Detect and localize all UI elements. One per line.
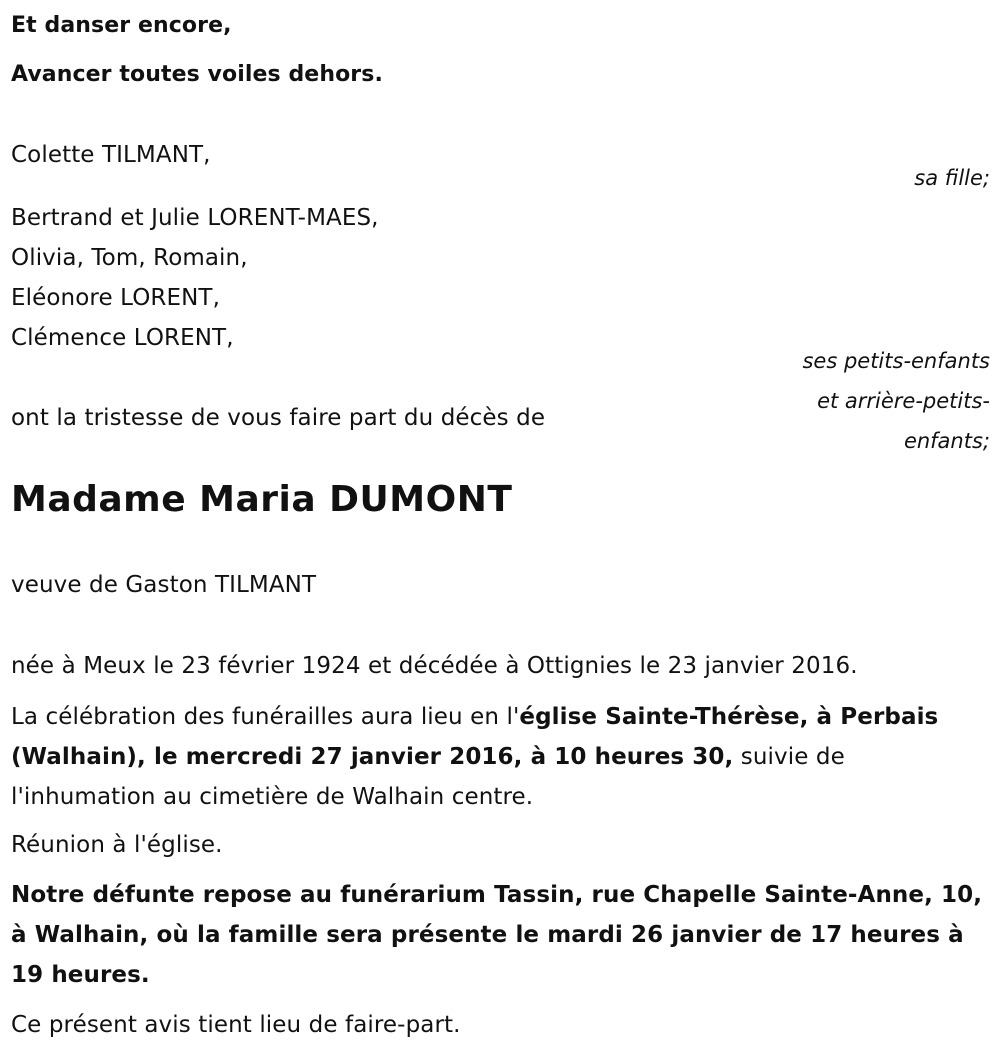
visitation-paragraph: Notre défunte repose au funérarium Tassin, rue Chapelle Sainte-Anne, 10, à Walhain, où la famille sera présente le mardi 26 janvier de 17 heures à 19 heures. [11, 882, 983, 988]
grandchildren-role-line-1: ses petits-enfants [802, 349, 990, 373]
deceased-name: Madame Maria DUMONT [11, 479, 513, 520]
verse-line-1: Et danser encore, [11, 13, 232, 38]
closing-text: Ce présent avis tient lieu de faire-part. [11, 1012, 461, 1038]
widow-of: veuve de Gaston TILMANT [11, 572, 317, 598]
grandchild-line-1: Bertrand et Julie LORENT-MAES, [11, 205, 379, 231]
grandchildren-role-line-2: et arrière-petits- [817, 389, 990, 413]
family-daughter: Colette TILMANT, [11, 142, 211, 168]
grandchild-line-4: Clémence LORENT, [11, 325, 234, 351]
grandchild-line-2: Olivia, Tom, Romain, [11, 245, 248, 271]
announcement-text: ont la tristesse de vous faire part du décès de [11, 405, 546, 431]
funeral-paragraph [11, 697, 996, 817]
daughter-role: sa fille; [914, 166, 990, 190]
grandchildren-role-line-3: enfants; [903, 429, 990, 453]
grandchild-line-3: Eléonore LORENT, [11, 285, 220, 311]
birth-death-text: née à Meux le 23 février 1924 et décédée à Ottignies le 23 janvier 2016. [11, 653, 858, 679]
funeral-intro: La célébration des funérailles aura lieu en l' [11, 704, 520, 730]
funeral-location-time: église Sainte-Thérèse, à Perbais (Walhain), le mercredi 27 janvier 2016, à 10 heures 30, [11, 704, 939, 770]
meeting-text: Réunion à l'église. [11, 832, 223, 858]
verse-line-2: Avancer toutes voiles dehors. [11, 62, 383, 87]
funeral-followed: suivie de l'inhumation au cimetière de Walhain centre. [11, 744, 845, 810]
